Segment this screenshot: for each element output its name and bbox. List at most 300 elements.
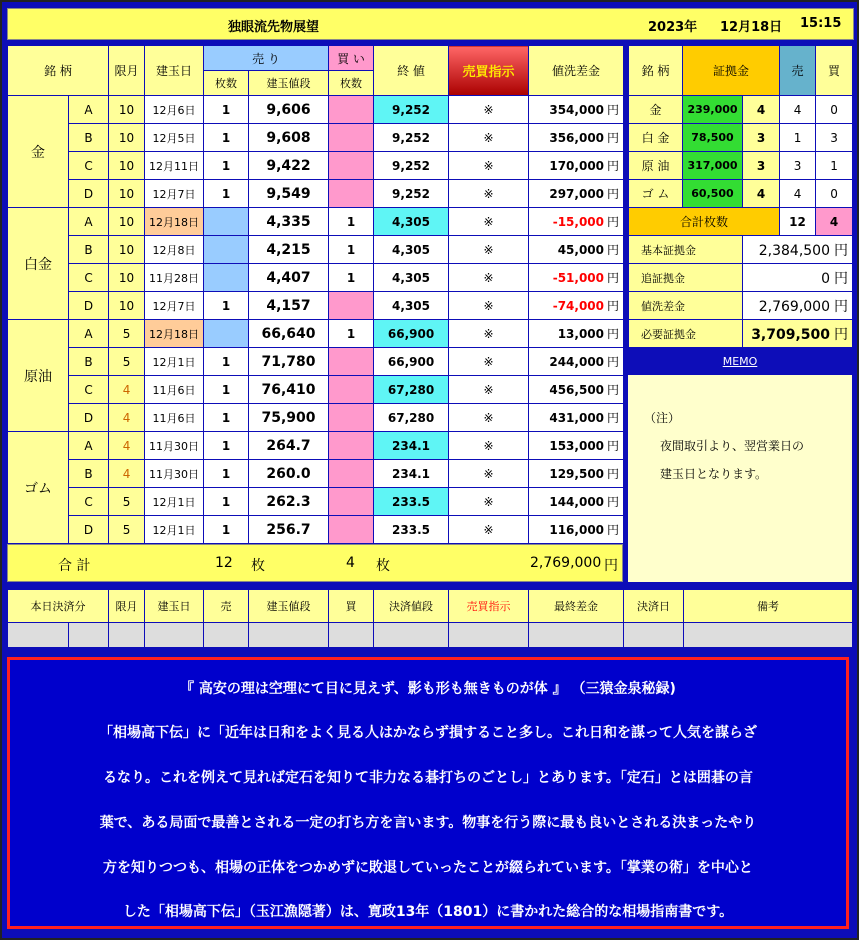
order-mark[interactable]: ※ bbox=[449, 488, 529, 516]
sell-qty: 1 bbox=[204, 180, 249, 208]
contract-sub: C bbox=[69, 488, 109, 516]
table-row bbox=[8, 376, 624, 404]
buy-qty: 1 bbox=[329, 320, 374, 348]
contract-sub: A bbox=[69, 320, 109, 348]
diff-cell bbox=[529, 236, 624, 264]
diff-value: 244,000 bbox=[549, 355, 605, 369]
order-mark[interactable]: ※ bbox=[449, 348, 529, 376]
entry-date: 12月11日 bbox=[145, 152, 204, 180]
sell-qty: 1 bbox=[204, 96, 249, 124]
contract-sub: C bbox=[69, 376, 109, 404]
table-row bbox=[8, 516, 624, 544]
diff-value: 456,500 bbox=[549, 383, 605, 397]
diff-value: 431,000 bbox=[549, 411, 605, 425]
diff-unit: 円 bbox=[607, 411, 620, 425]
buy-qty: 1 bbox=[329, 208, 374, 236]
quote-line2: 「相場高下伝」に「近年は日和をよく見る人はかならず損すること多し。これ日和を謀って人気を謀らざ bbox=[99, 725, 757, 741]
entry-price: 66,640 bbox=[249, 320, 329, 348]
totals-unit: 円 bbox=[604, 558, 618, 574]
table-row bbox=[8, 348, 624, 376]
memo-note-title: （注） bbox=[644, 411, 681, 425]
margin-amount: 239,000 bbox=[683, 96, 743, 124]
entry-price: 75,900 bbox=[249, 404, 329, 432]
settlement-header: 最終差金 bbox=[529, 590, 624, 623]
settlement-cell[interactable] bbox=[249, 623, 329, 648]
header-kai: 買 い bbox=[329, 46, 374, 71]
sell-qty: 1 bbox=[204, 292, 249, 320]
order-mark[interactable]: ※ bbox=[449, 180, 529, 208]
margin-buy: 1 bbox=[816, 152, 853, 180]
close-price: 233.5 bbox=[374, 488, 449, 516]
table-row bbox=[8, 96, 624, 124]
entry-date: 12月1日 bbox=[145, 348, 204, 376]
margin-sell: 1 bbox=[780, 124, 816, 152]
totals-sell-count: 12 bbox=[215, 555, 233, 571]
commodity-name: 原油 bbox=[8, 320, 69, 432]
diff-cell bbox=[529, 404, 624, 432]
margin-header-shokokin: 証拠金 bbox=[683, 46, 780, 96]
contract-sub: B bbox=[69, 348, 109, 376]
order-mark[interactable]: ※ bbox=[449, 516, 529, 544]
contract-sub: A bbox=[69, 208, 109, 236]
entry-date: 11月6日 bbox=[145, 376, 204, 404]
entry-date: 12月7日 bbox=[145, 180, 204, 208]
settlement-header: 決済日 bbox=[624, 590, 684, 623]
diff-cell bbox=[529, 348, 624, 376]
sell-qty bbox=[204, 236, 249, 264]
order-mark[interactable]: ※ bbox=[449, 376, 529, 404]
entry-date: 12月1日 bbox=[145, 488, 204, 516]
header-owarine: 終 値 bbox=[374, 46, 449, 96]
quote-line3: るなり。これを例えて見れば定石を知りて非力なる碁打ちのごとし」とあります。「定石」とは囲碁の言 bbox=[103, 770, 753, 786]
order-mark[interactable]: ※ bbox=[449, 432, 529, 460]
contract-limit: 4 bbox=[109, 376, 145, 404]
header-sell-qty: 枚数 bbox=[204, 71, 249, 96]
total-count-label: 合計枚数 bbox=[629, 208, 780, 236]
close-price: 9,252 bbox=[374, 180, 449, 208]
entry-price: 260.0 bbox=[249, 460, 329, 488]
buy-qty bbox=[329, 152, 374, 180]
contract-limit: 4 bbox=[109, 404, 145, 432]
entry-date: 11月30日 bbox=[145, 432, 204, 460]
diff-unit: 円 bbox=[607, 523, 620, 537]
sell-qty: 1 bbox=[204, 376, 249, 404]
settlement-header: 決済値段 bbox=[374, 590, 449, 623]
summary-unit: 円 bbox=[834, 326, 849, 343]
summary-label: 基本証拠金 bbox=[629, 236, 743, 264]
summary-label: 追証拠金 bbox=[629, 264, 743, 292]
diff-unit: 円 bbox=[607, 439, 620, 453]
header-nearai-sagaku: 値洗差金 bbox=[529, 46, 624, 96]
entry-price: 9,608 bbox=[249, 124, 329, 152]
table-row bbox=[8, 460, 624, 488]
sell-qty: 1 bbox=[204, 124, 249, 152]
diff-unit: 円 bbox=[607, 383, 620, 397]
margin-amount: 60,500 bbox=[683, 180, 743, 208]
diff-cell bbox=[529, 516, 624, 544]
diff-unit: 円 bbox=[607, 495, 620, 509]
entry-price: 262.3 bbox=[249, 488, 329, 516]
buy-qty bbox=[329, 124, 374, 152]
margin-amount: 317,000 bbox=[683, 152, 743, 180]
entry-date: 11月30日 bbox=[145, 460, 204, 488]
summary-unit: 円 bbox=[834, 270, 849, 287]
order-mark[interactable]: ※ bbox=[449, 236, 529, 264]
totals-row bbox=[7, 544, 623, 582]
entry-date: 11月28日 bbox=[145, 264, 204, 292]
diff-unit: 円 bbox=[607, 355, 620, 369]
year-label: 2023年 bbox=[648, 20, 698, 35]
entry-date: 12月8日 bbox=[145, 236, 204, 264]
sell-qty: 1 bbox=[204, 460, 249, 488]
contract-sub: A bbox=[69, 96, 109, 124]
diff-value: 129,500 bbox=[549, 467, 605, 481]
margin-count: 4 bbox=[743, 96, 780, 124]
buy-qty bbox=[329, 488, 374, 516]
contract-limit: 5 bbox=[109, 488, 145, 516]
contract-sub: A bbox=[69, 432, 109, 460]
totals-buy-unit: 枚 bbox=[376, 558, 390, 574]
entry-date: 12月6日 bbox=[145, 96, 204, 124]
margin-header-meigara: 銘 柄 bbox=[629, 46, 683, 96]
contract-limit: 10 bbox=[109, 96, 145, 124]
close-price: 4,305 bbox=[374, 208, 449, 236]
contract-sub: B bbox=[69, 124, 109, 152]
diff-value: 144,000 bbox=[549, 495, 605, 509]
contract-limit: 5 bbox=[109, 348, 145, 376]
entry-price: 4,407 bbox=[249, 264, 329, 292]
buy-qty bbox=[329, 348, 374, 376]
close-price: 66,900 bbox=[374, 320, 449, 348]
contract-limit: 5 bbox=[109, 320, 145, 348]
close-price: 4,305 bbox=[374, 264, 449, 292]
quote-line6: した「相場高下伝」（玉江漁隠著）は、寛政13年（1801）に書かれた総合的な相場指南書です。 bbox=[122, 904, 734, 920]
settlement-cell[interactable] bbox=[329, 623, 374, 648]
table-row bbox=[8, 152, 624, 180]
diff-unit: 円 bbox=[607, 159, 620, 173]
entry-date: 12月1日 bbox=[145, 516, 204, 544]
quote-line4: 葉で、ある局面で最善とされる一定の打ち方を言います。物事を行う際に最も良いとされる決まったやり bbox=[99, 815, 757, 831]
header-buy-qty: 枚数 bbox=[329, 71, 374, 96]
close-price: 4,305 bbox=[374, 236, 449, 264]
summary-unit: 円 bbox=[834, 242, 849, 259]
diff-cell bbox=[529, 152, 624, 180]
table-row bbox=[8, 124, 624, 152]
header-baibai-shiji: 売買指示 bbox=[449, 46, 529, 96]
settlement-cell[interactable] bbox=[109, 623, 145, 648]
close-price: 67,280 bbox=[374, 376, 449, 404]
margin-header-kai: 買 bbox=[816, 46, 853, 96]
diff-cell bbox=[529, 320, 624, 348]
positions-table bbox=[7, 45, 624, 544]
diff-cell bbox=[529, 292, 624, 320]
entry-price: 9,606 bbox=[249, 96, 329, 124]
close-price: 233.5 bbox=[374, 516, 449, 544]
memo-line2: 建玉日となります。 bbox=[660, 467, 768, 481]
settlement-cell[interactable] bbox=[69, 623, 109, 648]
contract-sub: C bbox=[69, 264, 109, 292]
contract-sub: D bbox=[69, 180, 109, 208]
diff-unit: 円 bbox=[607, 131, 620, 145]
summary-value-cell bbox=[743, 320, 853, 348]
commodity-name: 金 bbox=[8, 96, 69, 208]
diff-cell bbox=[529, 488, 624, 516]
table-row bbox=[8, 404, 624, 432]
margin-amount: 78,500 bbox=[683, 124, 743, 152]
diff-value: 354,000 bbox=[549, 103, 605, 117]
sell-qty bbox=[204, 208, 249, 236]
memo-line1: 夜間取引より、翌営業日の bbox=[660, 439, 805, 453]
diff-value: 297,000 bbox=[549, 187, 605, 201]
settlement-header: 備考 bbox=[684, 590, 853, 623]
commodity-name: ゴム bbox=[8, 432, 69, 544]
entry-price: 256.7 bbox=[249, 516, 329, 544]
settlement-cell[interactable] bbox=[449, 623, 529, 648]
diff-unit: 円 bbox=[607, 187, 620, 201]
page-title: 独眼流先物展望 bbox=[228, 20, 320, 35]
settlement-header: 買 bbox=[329, 590, 374, 623]
memo-link[interactable]: MEMO bbox=[628, 351, 852, 373]
header-meigara: 銘 柄 bbox=[8, 46, 109, 96]
diff-value: 153,000 bbox=[549, 439, 605, 453]
entry-date: 12月7日 bbox=[145, 292, 204, 320]
header-uri: 売 り bbox=[204, 46, 329, 71]
contract-sub: D bbox=[69, 404, 109, 432]
quote-line5: 方を知りつつも、相場の正体をつかめずに敗退していったことが綴られています。「掌業の術」を中心と bbox=[103, 860, 753, 876]
margin-sell: 3 bbox=[780, 152, 816, 180]
margin-header-uri: 売 bbox=[780, 46, 816, 96]
margin-buy: 3 bbox=[816, 124, 853, 152]
sell-qty: 1 bbox=[204, 152, 249, 180]
summary-value-cell bbox=[743, 264, 853, 292]
buy-qty bbox=[329, 180, 374, 208]
contract-limit: 10 bbox=[109, 208, 145, 236]
contract-sub: B bbox=[69, 460, 109, 488]
date-label: 12月18日 bbox=[720, 20, 783, 35]
settlement-header: 売 bbox=[204, 590, 249, 623]
settlement-header: 限月 bbox=[109, 590, 145, 623]
order-mark[interactable]: ※ bbox=[449, 96, 529, 124]
settlement-header: 売買指示 bbox=[449, 590, 529, 623]
sell-qty: 1 bbox=[204, 404, 249, 432]
settlement-header: 建玉日 bbox=[145, 590, 204, 623]
sell-qty: 1 bbox=[204, 516, 249, 544]
sell-qty bbox=[204, 264, 249, 292]
summary-value-cell bbox=[743, 292, 853, 320]
title-bar bbox=[7, 8, 854, 40]
summary-label: 値洗差金 bbox=[629, 292, 743, 320]
diff-unit: 円 bbox=[607, 327, 620, 341]
order-mark[interactable]: ※ bbox=[449, 264, 529, 292]
contract-limit: 10 bbox=[109, 292, 145, 320]
margin-commodity: 金 bbox=[629, 96, 683, 124]
contract-limit: 5 bbox=[109, 516, 145, 544]
time-label: 15:15 bbox=[800, 16, 842, 31]
margin-count: 3 bbox=[743, 152, 780, 180]
contract-sub: B bbox=[69, 236, 109, 264]
entry-price: 9,549 bbox=[249, 180, 329, 208]
diff-unit: 円 bbox=[607, 271, 620, 285]
table-row bbox=[8, 320, 624, 348]
diff-cell bbox=[529, 376, 624, 404]
buy-qty bbox=[329, 404, 374, 432]
contract-limit: 10 bbox=[109, 236, 145, 264]
diff-cell bbox=[529, 96, 624, 124]
margin-count: 3 bbox=[743, 124, 780, 152]
diff-cell bbox=[529, 180, 624, 208]
close-price: 9,252 bbox=[374, 152, 449, 180]
diff-value: -51,000 bbox=[552, 271, 605, 285]
diff-cell bbox=[529, 460, 624, 488]
table-row bbox=[8, 208, 624, 236]
buy-qty bbox=[329, 432, 374, 460]
diff-value: 13,000 bbox=[557, 327, 605, 341]
contract-sub: D bbox=[69, 516, 109, 544]
total-sell: 12 bbox=[780, 208, 816, 236]
margin-commodity: 原 油 bbox=[629, 152, 683, 180]
margin-commodity: ゴ ム bbox=[629, 180, 683, 208]
entry-price: 4,215 bbox=[249, 236, 329, 264]
table-row bbox=[8, 180, 624, 208]
table-row bbox=[8, 488, 624, 516]
quote-box bbox=[7, 657, 849, 929]
table-row bbox=[8, 264, 624, 292]
margin-count: 4 bbox=[743, 180, 780, 208]
entry-price: 71,780 bbox=[249, 348, 329, 376]
buy-qty bbox=[329, 292, 374, 320]
summary-value: 3,709,500 bbox=[751, 326, 831, 343]
totals-diff: 2,769,000 bbox=[530, 555, 602, 571]
order-mark[interactable]: ※ bbox=[449, 320, 529, 348]
diff-unit: 円 bbox=[607, 299, 620, 313]
buy-qty: 1 bbox=[329, 264, 374, 292]
entry-date: 12月18日 bbox=[145, 320, 204, 348]
header-tategyokubi: 建玉日 bbox=[145, 46, 204, 96]
totals-sell-unit: 枚 bbox=[251, 558, 265, 574]
entry-date: 11月6日 bbox=[145, 404, 204, 432]
entry-price: 264.7 bbox=[249, 432, 329, 460]
buy-qty bbox=[329, 516, 374, 544]
sell-qty: 1 bbox=[204, 348, 249, 376]
header-gengetsu: 限月 bbox=[109, 46, 145, 96]
sell-qty: 1 bbox=[204, 488, 249, 516]
table-row bbox=[8, 292, 624, 320]
quote-line1: 『 高安の理は空理にて目に見えず、影も形も無きものが体 』 （三猿金泉秘録) bbox=[180, 681, 676, 697]
order-mark[interactable]: ※ bbox=[449, 292, 529, 320]
diff-cell bbox=[529, 124, 624, 152]
settlement-table bbox=[7, 589, 853, 648]
settlement-cell[interactable] bbox=[145, 623, 204, 648]
diff-unit: 円 bbox=[607, 243, 620, 257]
contract-limit: 10 bbox=[109, 180, 145, 208]
close-price: 67,280 bbox=[374, 404, 449, 432]
commodity-name: 白金 bbox=[8, 208, 69, 320]
settlement-cell[interactable] bbox=[624, 623, 684, 648]
entry-price: 76,410 bbox=[249, 376, 329, 404]
order-mark[interactable]: ※ bbox=[449, 404, 529, 432]
settlement-header: 本日決済分 bbox=[8, 590, 109, 623]
memo-box bbox=[628, 375, 852, 582]
sell-qty bbox=[204, 320, 249, 348]
margin-sell: 4 bbox=[780, 180, 816, 208]
margin-table bbox=[628, 45, 853, 348]
total-buy: 4 bbox=[816, 208, 853, 236]
summary-value: 0 bbox=[821, 270, 831, 287]
settlement-header: 建玉値段 bbox=[249, 590, 329, 623]
table-row bbox=[8, 432, 624, 460]
margin-buy: 0 bbox=[816, 180, 853, 208]
contract-limit: 10 bbox=[109, 264, 145, 292]
diff-value: 170,000 bbox=[549, 159, 605, 173]
settlement-cell[interactable] bbox=[8, 623, 69, 648]
settlement-cell[interactable] bbox=[684, 623, 853, 648]
table-row bbox=[8, 236, 624, 264]
diff-value: -15,000 bbox=[552, 215, 605, 229]
contract-limit: 4 bbox=[109, 432, 145, 460]
diff-value: -74,000 bbox=[552, 299, 605, 313]
entry-price: 4,335 bbox=[249, 208, 329, 236]
entry-date: 12月5日 bbox=[145, 124, 204, 152]
summary-label: 必要証拠金 bbox=[629, 320, 743, 348]
settlement-cell[interactable] bbox=[374, 623, 449, 648]
diff-cell bbox=[529, 264, 624, 292]
buy-qty bbox=[329, 96, 374, 124]
summary-unit: 円 bbox=[834, 298, 849, 315]
totals-label: 合 計 bbox=[58, 558, 91, 574]
diff-cell bbox=[529, 432, 624, 460]
contract-limit: 10 bbox=[109, 124, 145, 152]
diff-value: 45,000 bbox=[557, 243, 605, 257]
diff-value: 116,000 bbox=[549, 523, 605, 537]
contract-limit: 4 bbox=[109, 460, 145, 488]
header-price: 建玉値段 bbox=[249, 71, 329, 96]
close-price: 9,252 bbox=[374, 124, 449, 152]
margin-sell: 4 bbox=[780, 96, 816, 124]
close-price: 66,900 bbox=[374, 348, 449, 376]
settlement-cell[interactable] bbox=[204, 623, 249, 648]
contract-limit: 10 bbox=[109, 152, 145, 180]
entry-date: 12月18日 bbox=[145, 208, 204, 236]
close-price: 4,305 bbox=[374, 292, 449, 320]
diff-value: 356,000 bbox=[549, 131, 605, 145]
margin-commodity: 白 金 bbox=[629, 124, 683, 152]
entry-price: 4,157 bbox=[249, 292, 329, 320]
diff-unit: 円 bbox=[607, 103, 620, 117]
contract-sub: C bbox=[69, 152, 109, 180]
close-price: 234.1 bbox=[374, 432, 449, 460]
buy-qty bbox=[329, 376, 374, 404]
close-price: 9,252 bbox=[374, 96, 449, 124]
sell-qty: 1 bbox=[204, 432, 249, 460]
totals-buy-count: 4 bbox=[346, 555, 355, 571]
order-mark[interactable]: ※ bbox=[449, 124, 529, 152]
entry-price: 9,422 bbox=[249, 152, 329, 180]
order-mark[interactable]: ※ bbox=[449, 152, 529, 180]
diff-cell bbox=[529, 208, 624, 236]
order-mark[interactable]: ※ bbox=[449, 460, 529, 488]
summary-value: 2,769,000 bbox=[758, 298, 831, 315]
summary-value-cell bbox=[743, 236, 853, 264]
close-price: 234.1 bbox=[374, 460, 449, 488]
buy-qty bbox=[329, 460, 374, 488]
settlement-cell[interactable] bbox=[529, 623, 624, 648]
margin-buy: 0 bbox=[816, 96, 853, 124]
diff-unit: 円 bbox=[607, 467, 620, 481]
contract-sub: D bbox=[69, 292, 109, 320]
diff-unit: 円 bbox=[607, 215, 620, 229]
summary-value: 2,384,500 bbox=[758, 242, 831, 259]
order-mark[interactable]: ※ bbox=[449, 208, 529, 236]
